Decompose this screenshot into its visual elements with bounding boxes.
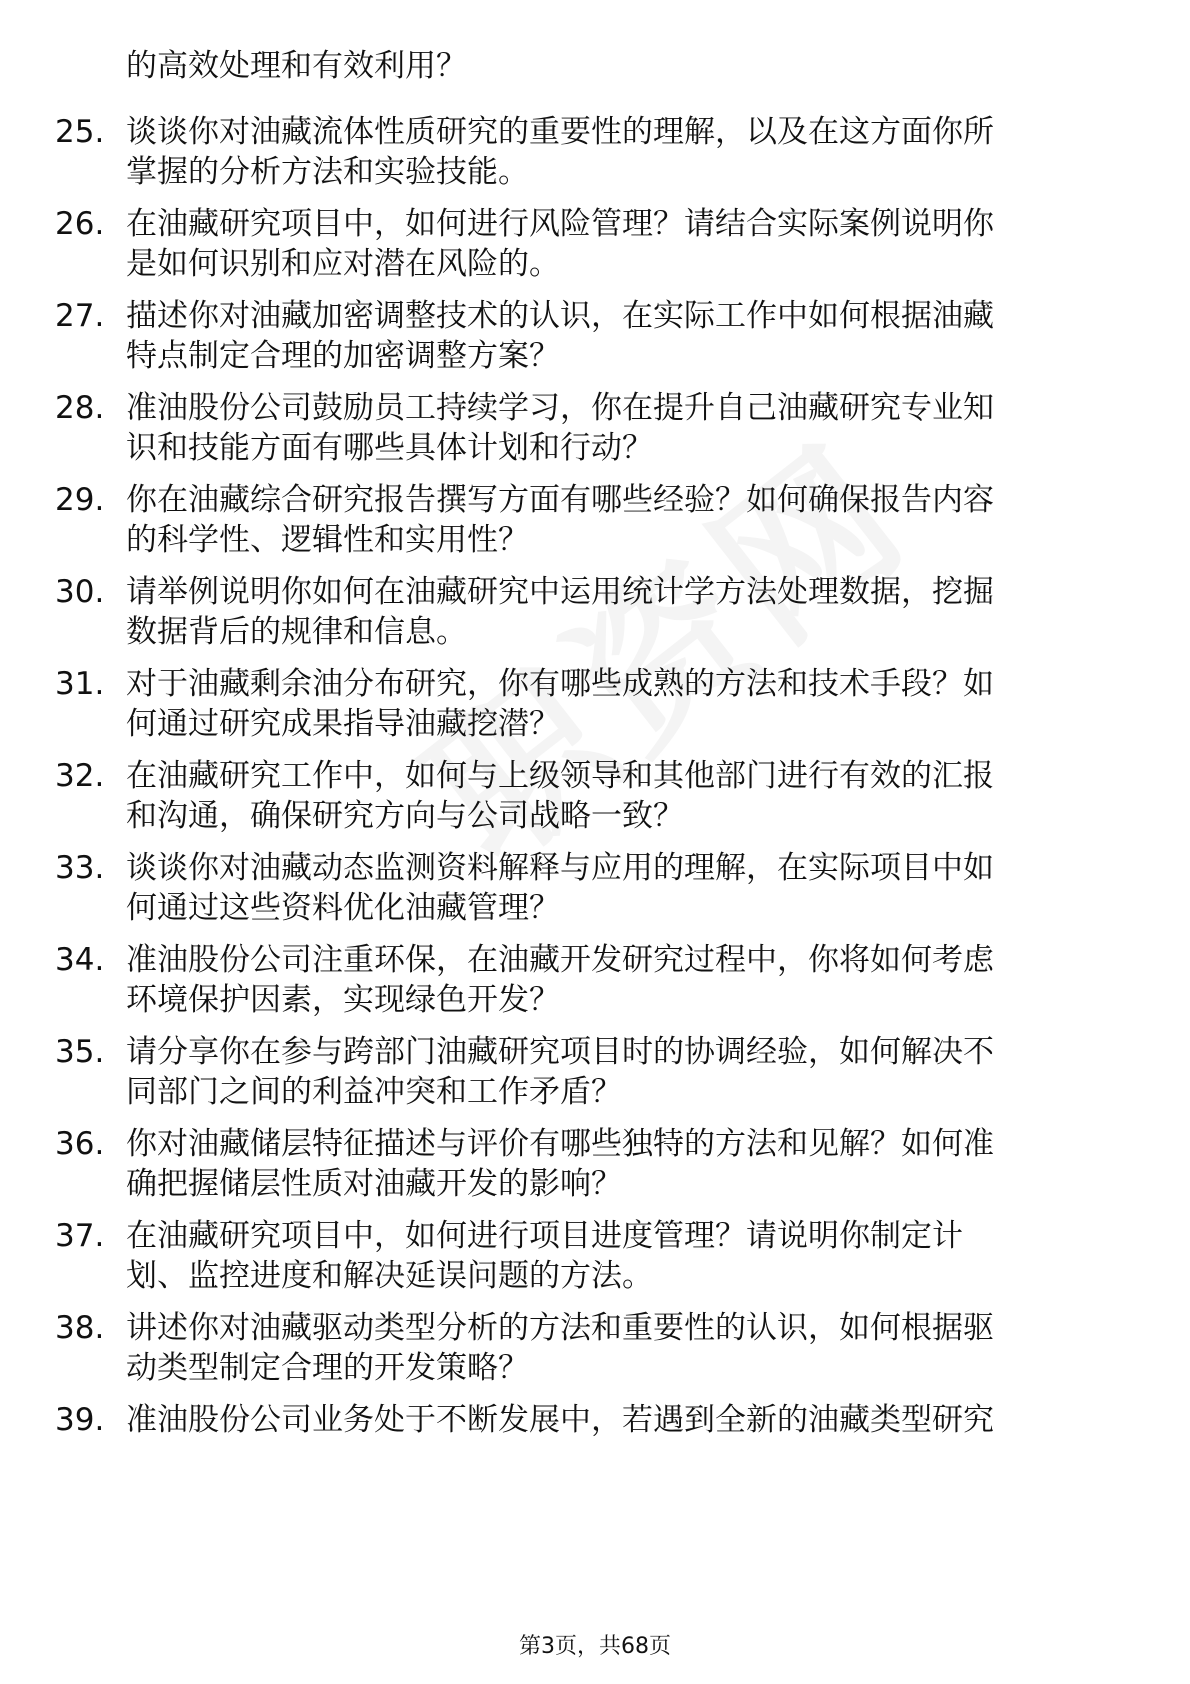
question-number: 30. — [55, 574, 105, 610]
question-number: 34. — [55, 942, 105, 978]
question-text: 在油藏研究工作中，如何与上级领导和其他部门进行有效的汇报 — [126, 758, 994, 794]
question-number: 28. — [55, 390, 105, 426]
question-text: 特点制定合理的加密调整方案？ — [126, 338, 560, 374]
question-text: 何通过这些资料优化油藏管理？ — [126, 890, 560, 926]
question-line — [0, 1346, 1190, 1390]
question-line — [0, 478, 1190, 522]
question-line — [0, 846, 1190, 890]
question-number: 25. — [55, 114, 105, 150]
question-line — [0, 794, 1190, 838]
question-line — [0, 386, 1190, 430]
question-line — [0, 1214, 1190, 1258]
question-text: 对于油藏剩余油分布研究，你有哪些成熟的方法和技术手段？如 — [126, 666, 994, 702]
question-line — [0, 1070, 1190, 1114]
continuation-line — [0, 44, 1190, 88]
question-number: 26. — [55, 206, 105, 242]
question-text: 数据背后的规律和信息。 — [126, 614, 467, 650]
question-number: 32. — [55, 758, 105, 794]
question-line — [0, 294, 1190, 338]
question-number: 35. — [55, 1034, 105, 1070]
page-footer: 第3页，共68页 — [519, 1634, 671, 1659]
question-number: 38. — [55, 1310, 105, 1346]
question-line — [0, 978, 1190, 1022]
question-line — [0, 1306, 1190, 1350]
question-text: 讲述你对油藏驱动类型分析的方法和重要性的认识，如何根据驱 — [126, 1310, 994, 1346]
question-text: 和沟通，确保研究方向与公司战略一致？ — [126, 798, 684, 834]
question-number: 37. — [55, 1218, 105, 1254]
question-line — [0, 1162, 1190, 1206]
question-line — [0, 242, 1190, 286]
question-line — [0, 702, 1190, 746]
question-text: 识和技能方面有哪些具体计划和行动？ — [126, 430, 653, 466]
question-number: 36. — [55, 1126, 105, 1162]
question-text: 谈谈你对油藏流体性质研究的重要性的理解，以及在这方面你所 — [126, 114, 994, 150]
question-text: 准油股份公司注重环保，在油藏开发研究过程中，你将如何考虑 — [126, 942, 994, 978]
question-line — [0, 1398, 1190, 1442]
question-number: 27. — [55, 298, 105, 334]
question-text: 准油股份公司业务处于不断发展中，若遇到全新的油藏类型研究 — [126, 1402, 994, 1438]
question-text: 请举例说明你如何在油藏研究中运用统计学方法处理数据，挖掘 — [126, 574, 994, 610]
question-line — [0, 202, 1190, 246]
question-text: 谈谈你对油藏动态监测资料解释与应用的理解，在实际项目中如 — [126, 850, 994, 886]
question-line — [0, 938, 1190, 982]
question-text: 的科学性、逻辑性和实用性？ — [126, 522, 529, 558]
continuation-text: 的高效处理和有效利用？ — [126, 48, 467, 84]
question-number: 29. — [55, 482, 105, 518]
question-line — [0, 334, 1190, 378]
question-text: 请分享你在参与跨部门油藏研究项目时的协调经验，如何解决不 — [126, 1034, 994, 1070]
question-text: 何通过研究成果指导油藏挖潜？ — [126, 706, 560, 742]
question-line — [0, 1030, 1190, 1074]
question-text: 准油股份公司鼓励员工持续学习，你在提升自己油藏研究专业知 — [126, 390, 994, 426]
question-line — [0, 426, 1190, 470]
question-line — [0, 662, 1190, 706]
question-line — [0, 110, 1190, 154]
question-text: 掌握的分析方法和实验技能。 — [126, 154, 529, 190]
question-text: 描述你对油藏加密调整技术的认识，在实际工作中如何根据油藏 — [126, 298, 994, 334]
question-text: 环境保护因素，实现绿色开发？ — [126, 982, 560, 1018]
question-line — [0, 1254, 1190, 1298]
question-line — [0, 150, 1190, 194]
question-text: 动类型制定合理的开发策略？ — [126, 1350, 529, 1386]
question-text: 你在油藏综合研究报告撰写方面有哪些经验？如何确保报告内容 — [126, 482, 994, 518]
question-text: 划、监控进度和解决延误问题的方法。 — [126, 1258, 653, 1294]
question-text: 你对油藏储层特征描述与评价有哪些独特的方法和见解？如何准 — [126, 1126, 994, 1162]
question-line — [0, 518, 1190, 562]
question-text: 在油藏研究项目中，如何进行项目进度管理？请说明你制定计 — [126, 1218, 963, 1254]
question-number: 31. — [55, 666, 105, 702]
question-number: 33. — [55, 850, 105, 886]
question-text: 在油藏研究项目中，如何进行风险管理？请结合实际案例说明你 — [126, 206, 994, 242]
question-number: 39. — [55, 1402, 105, 1438]
question-text: 是如何识别和应对潜在风险的。 — [126, 246, 560, 282]
question-line — [0, 886, 1190, 930]
question-line — [0, 754, 1190, 798]
question-line — [0, 1122, 1190, 1166]
question-line — [0, 570, 1190, 614]
question-text: 同部门之间的利益冲突和工作矛盾？ — [126, 1074, 622, 1110]
question-text: 确把握储层性质对油藏开发的影响？ — [126, 1166, 622, 1202]
question-line — [0, 610, 1190, 654]
